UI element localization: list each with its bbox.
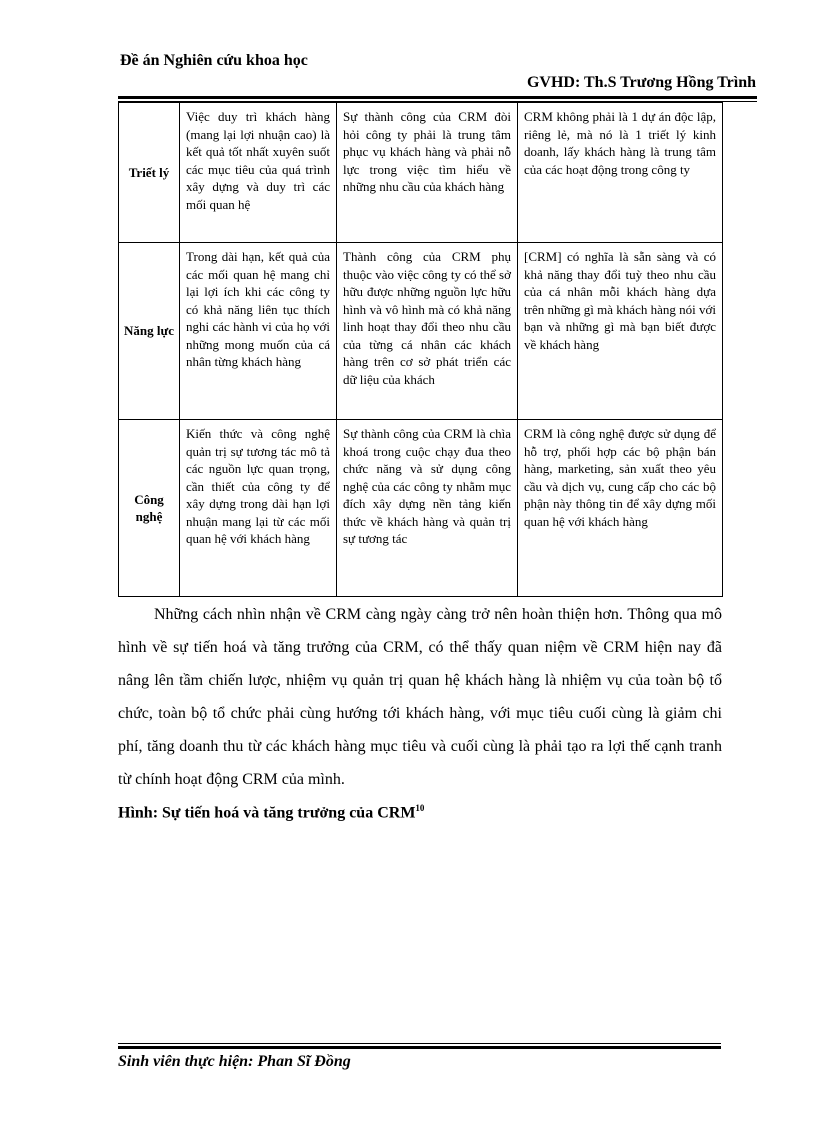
table-cell: Việc duy trì khách hàng (mang lại lợi nhuận cao) là kết quả tốt nhất xuyên suốt các mục tiêu của quá trình xây dựng và duy trì các mối quan hệ [180,103,337,243]
crm-perspectives-table [118,102,723,597]
table-row [119,103,723,243]
footer-author: Sinh viên thực hiện: Phan Sĩ Đồng [118,1053,351,1070]
body-paragraph: Những cách nhìn nhận về CRM càng ngày càng trở nên hoàn thiện hơn. Thông qua mô hình về sự tiến hoá và tăng trưởng của CRM, có thể thấy quan niệm về CRM hiện nay đã nâng lên tầm chiến lược, nhiệm vụ quản trị quan hệ khách hàng là nhiệm vụ của toàn bộ tổ chức, toàn bộ tổ chức phải cùng hướng tới khách hàng, với mục tiêu cuối cùng là giảm chi phí, tăng doanh thu từ các khách hàng mục tiêu và cuối cùng là phải tạo ra lợi thế cạnh tranh từ chính hoạt động CRM của mình. [118,606,722,788]
figure-caption-text: Hình: Sự tiến hoá và tăng trưởng của CRM [118,804,416,822]
table-row [119,420,723,597]
footnote-marker: 10 [415,803,425,813]
table-row [119,243,723,420]
table-cell: Trong dài hạn, kết quả của các mối quan hệ mang chỉ lại lợi ích khi các công ty có khả năng liên tục thích nghi các hành vi của họ với những mong muốn của cá nhân từng khách hàng [180,243,337,420]
table-cell: Sự thành công của CRM là chìa khoá trong cuộc chạy đua theo chức năng và sử dụng công nghệ của các công ty nhằm mục đích xây dựng nền tảng kiến thức về khách hàng và quản trị sự tương tác [337,420,518,597]
document-title: Đề án Nghiên cứu khoa học [120,52,308,69]
table-cell: Sự thành công của CRM đòi hỏi công ty phải là trung tâm phục vụ khách hàng và phải nỗ lực trong việc tìm hiểu về những nhu cầu của khách hàng [337,103,518,243]
table-cell: [CRM] có nghĩa là sẵn sàng và có khả năng thay đổi tuỳ theo nhu cầu của cá nhân mỗi khách hàng dựa trên những gì mà khách hàng nói với bạn và những gì mà bạn biết được về khách hàng [518,243,723,420]
table-cell: Kiến thức và công nghệ quản trị sự tương tác mô tả các nguồn lực quan trọng, cần thiết của công ty để xây dựng trong dài hạn lợi nhuận mang lại từ các mối quan hệ với khách hàng [180,420,337,597]
row-label-philosophy: Triết lý [119,103,180,243]
figure-caption [118,803,424,822]
advisor-label: GVHD: Th.S Trương Hồng Trình [526,74,756,91]
table-cell: Thành công của CRM phụ thuộc vào việc công ty có thể sở hữu được những nguồn lực hữu hình và vô hình mà có khả năng linh hoạt thay đổi theo nhu cầu của từng cá nhân các khách hàng trên cơ sở phát triển các dữ liệu của khách [337,243,518,420]
table-cell: CRM là công nghệ được sử dụng để hỗ trợ, phối hợp các bộ phận bán hàng, marketing, sản xuất theo yêu cầu và dịch vụ, cung cấp cho các bộ phận này thông tin để xây dựng mối quan hệ với khách hàng [518,420,723,597]
table-cell: CRM không phải là 1 dự án độc lập, riêng lẻ, mà nó là 1 triết lý kinh doanh, lấy khách hàng là trung tâm của các hoạt động trong công ty [518,103,723,243]
row-label-capability: Năng lực [119,243,180,420]
row-label-technology: Công nghệ [119,420,180,597]
footer-rule [118,1043,721,1049]
